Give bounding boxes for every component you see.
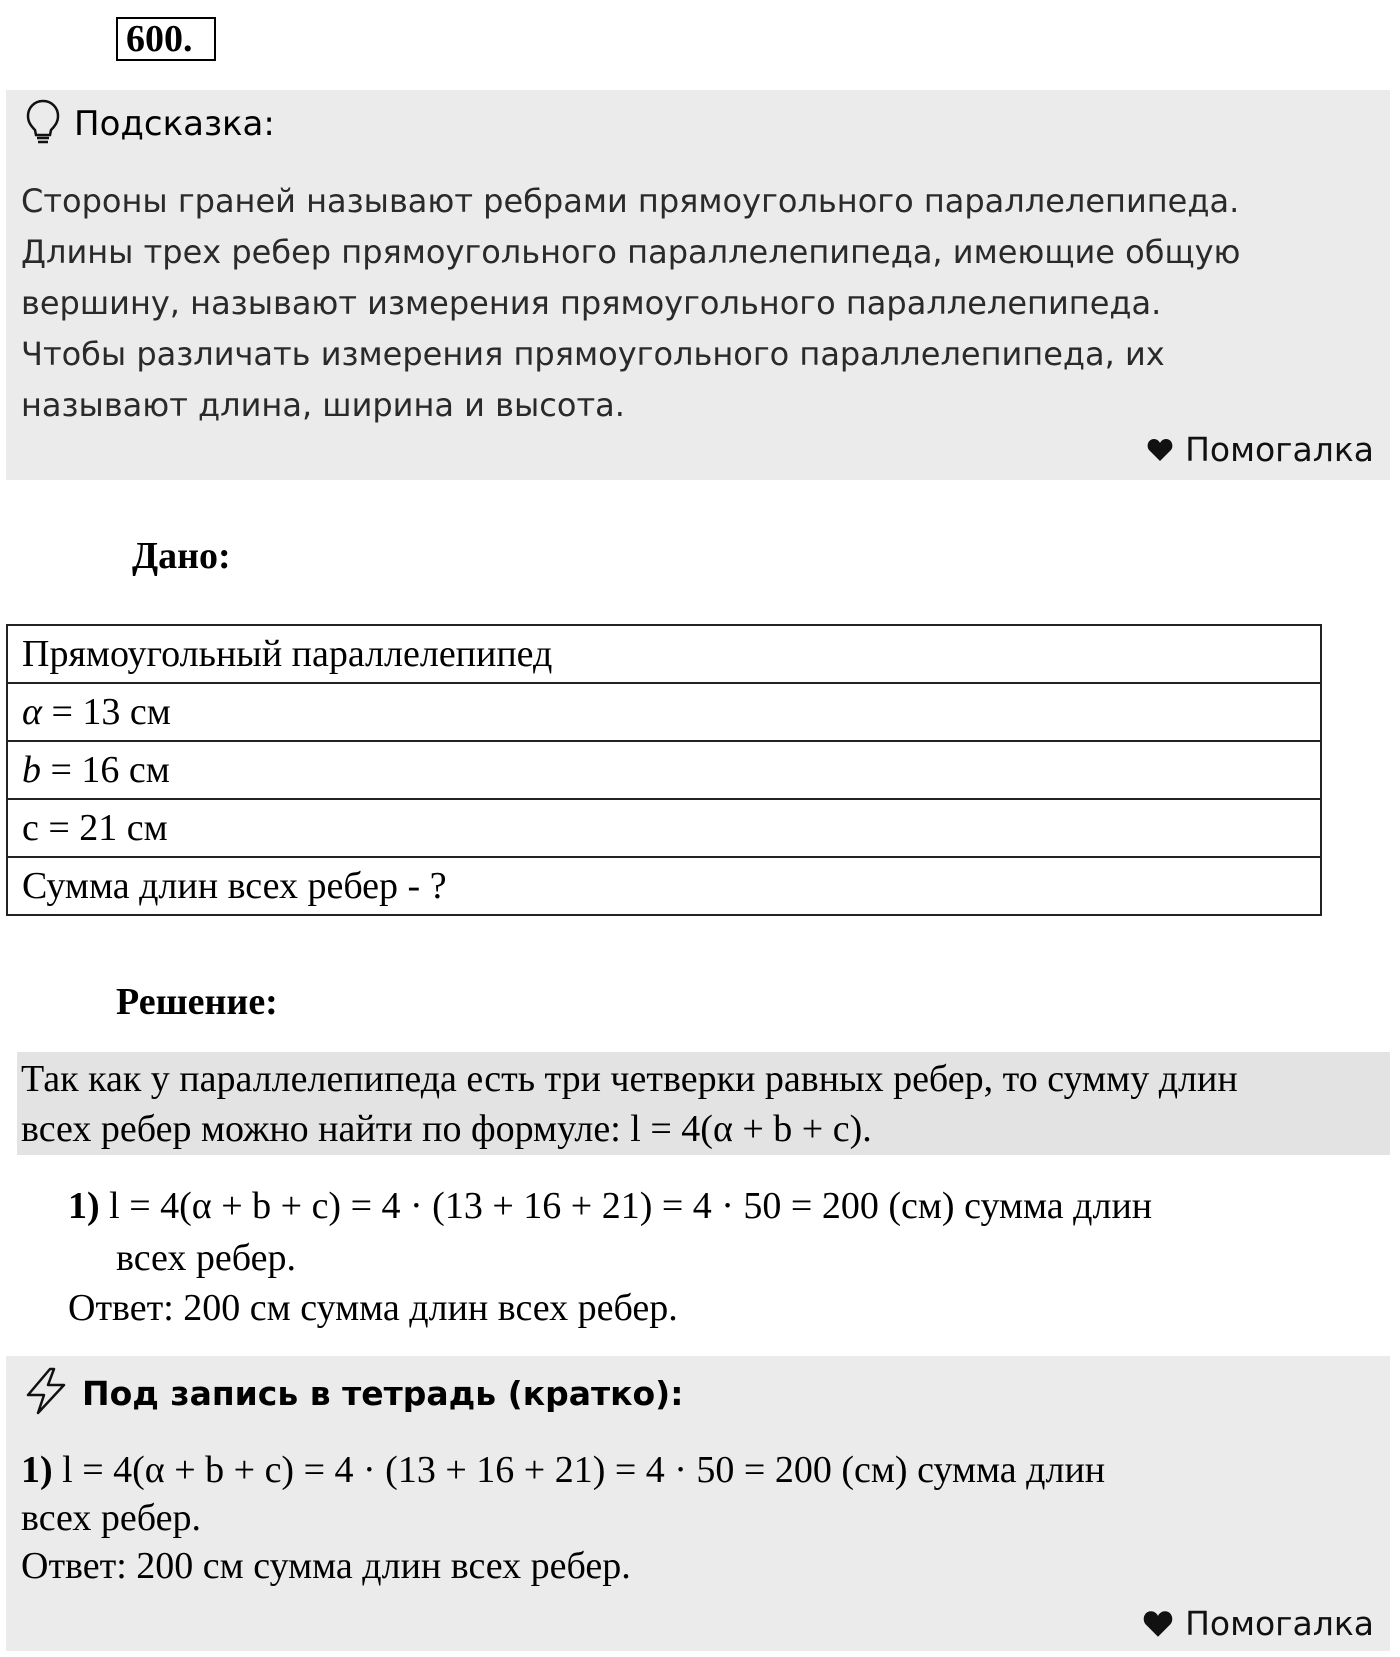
lightbulb-icon: [26, 99, 60, 149]
table-row: [7, 683, 1321, 741]
hint-title: Подсказка:: [74, 104, 275, 144]
lightning-icon: [24, 1367, 68, 1419]
given-cell: b = 16 см: [7, 741, 1321, 799]
exercise-number: 600.: [116, 17, 216, 61]
brand-link[interactable]: [1147, 430, 1374, 469]
given-title: Дано:: [132, 535, 231, 577]
given-cell: Сумма длин всех ребер - ?: [7, 857, 1321, 915]
table-row: [7, 741, 1321, 799]
step-number: 1): [68, 1185, 100, 1227]
hint-line: называют длина, ширина и высота.: [21, 386, 625, 424]
notes-text: [21, 1446, 1381, 1590]
step-formula: l = 4(α + b + c) = 4 · (13 + 16 + 21) = 4 · 50 = 200 (см) сумма длин: [62, 1449, 1106, 1491]
hint-line: Длины трех ребер прямоугольного параллелепипеда, имеющие общую: [21, 233, 1241, 271]
table-row: [7, 799, 1321, 857]
given-table: [6, 624, 1322, 916]
heart-icon: [1143, 1610, 1173, 1638]
solution-explanation: [17, 1052, 1390, 1155]
brand-label: Помогалка: [1185, 430, 1374, 469]
table-row: [7, 625, 1321, 683]
hint-line: вершину, называют измерения прямоугольного параллелепипеда.: [21, 284, 1162, 322]
hint-line: Стороны граней называют ребрами прямоугольного параллелепипеда.: [21, 182, 1240, 220]
heart-icon: [1147, 438, 1173, 462]
step-continuation: всех ребер.: [116, 1237, 296, 1279]
hint-text: [21, 176, 1371, 431]
solution-title: Решение:: [116, 981, 278, 1023]
given-cell: α = 13 см: [7, 683, 1321, 741]
given-cell: Прямоугольный параллелепипед: [7, 625, 1321, 683]
explanation-line: Так как у параллелепипеда есть три четверки равных ребер, то сумму длин: [21, 1058, 1238, 1100]
notes-header: [24, 1366, 683, 1420]
notes-answer: Ответ: 200 см сумма длин всех ребер.: [21, 1545, 631, 1587]
hint-header: [26, 100, 275, 148]
solution-step: [68, 1180, 1388, 1284]
notes-panel: [6, 1356, 1390, 1651]
brand-label: Помогалка: [1185, 1604, 1374, 1643]
solution-answer: Ответ: 200 см сумма длин всех ребер.: [68, 1287, 678, 1329]
notes-title: Под запись в тетрадь (кратко):: [82, 1373, 684, 1413]
given-cell: c = 21 см: [7, 799, 1321, 857]
step-formula: l = 4(α + b + c) = 4 · (13 + 16 + 21) = 4 · 50 = 200 (см) сумма длин: [109, 1185, 1153, 1227]
brand-link[interactable]: [1143, 1604, 1374, 1643]
table-row: [7, 857, 1321, 915]
step-continuation: всех ребер.: [21, 1497, 201, 1539]
hint-panel: [6, 90, 1390, 480]
step-number: 1): [21, 1449, 53, 1491]
hint-line: Чтобы различать измерения прямоугольного параллелепипеда, их: [21, 335, 1165, 373]
explanation-line: всех ребер можно найти по формуле: l = 4(α + b + c).: [21, 1108, 872, 1150]
